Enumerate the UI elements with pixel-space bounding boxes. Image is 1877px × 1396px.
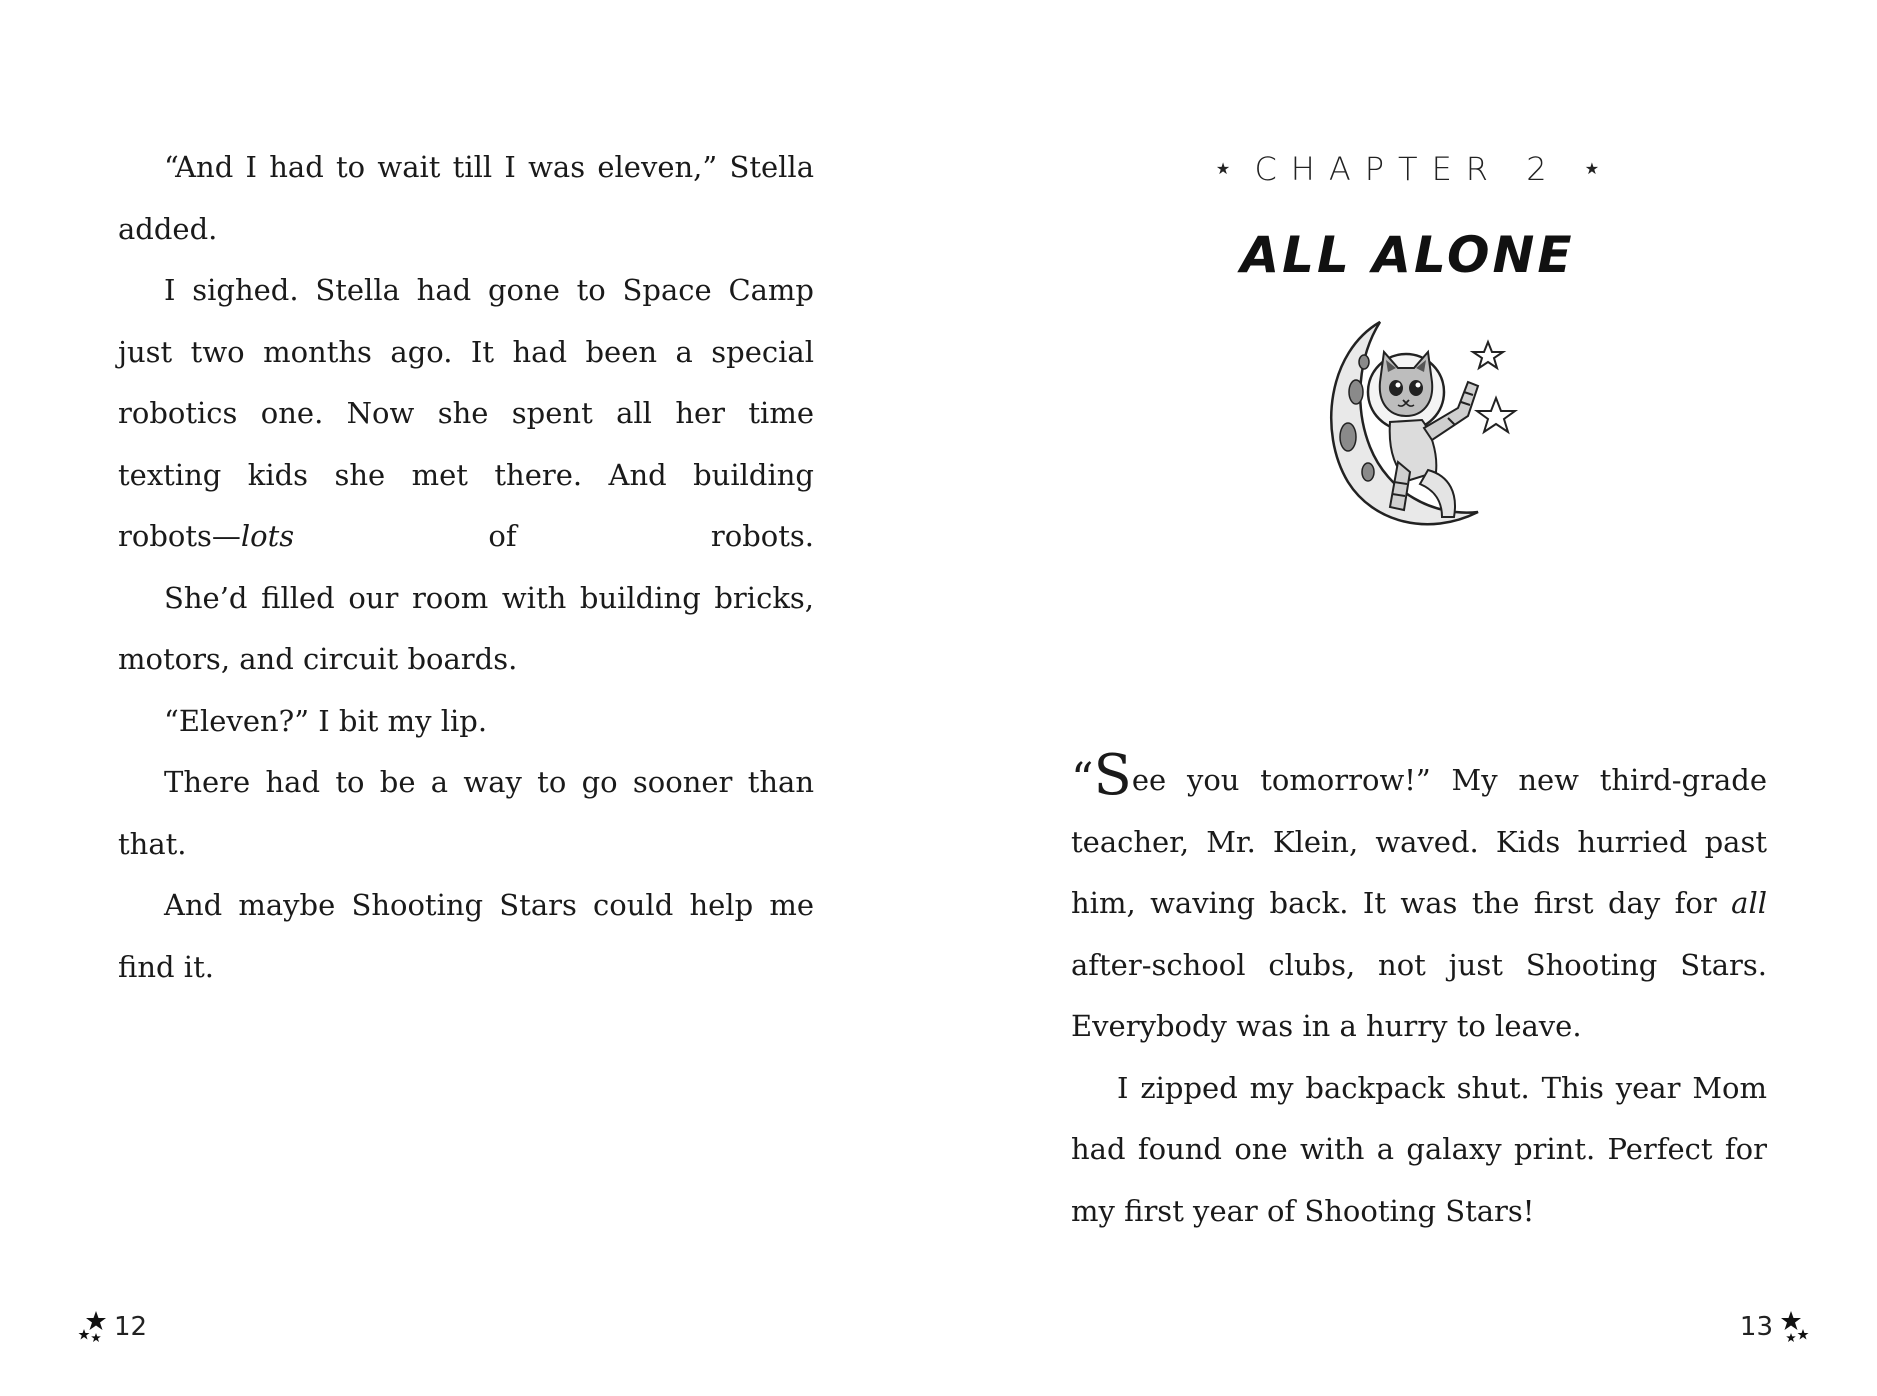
opening-paragraph: “See you tomorrow!” My new third-grade teacher, Mr. Klein, waved. Kids hurried past him, waving back. It was the first day for all after-school clubs, not just Shooting Stars. Everybody was in a hurry to leave.	[1071, 743, 1767, 1043]
right-page	[938, 0, 1877, 1396]
paragraph: I zipped my backpack shut. This year Mom had found one with a galaxy print. Perfect for my first year of Shooting Stars!	[1071, 1070, 1767, 1228]
paragraph: “And I had to wait till I was eleven,” Stella added.	[118, 150, 814, 246]
open-quote: “	[1071, 754, 1094, 805]
paragraph: And maybe Shooting Stars could help me find it.	[118, 888, 814, 984]
page-number: 13	[1739, 1312, 1773, 1342]
cat-astronaut-on-moon-illustration	[1318, 312, 1528, 542]
stars-icon	[1779, 1307, 1811, 1347]
folio-right	[1734, 1307, 1811, 1347]
robots-line: robots—lots of robots.	[118, 519, 814, 553]
paragraph: She’d filled our room with building bricks, motors, and circuit boards.	[118, 580, 814, 676]
left-page-text	[118, 137, 814, 998]
folio-left	[76, 1307, 153, 1347]
star-icon: ★	[1584, 159, 1600, 178]
star-icon: ★	[1215, 159, 1231, 178]
page-number: 12	[114, 1312, 148, 1342]
right-page-text	[1071, 743, 1767, 1242]
left-page	[0, 0, 938, 1396]
stars-icon	[76, 1307, 108, 1347]
paragraph: There had to be a way to go sooner than that.	[118, 765, 814, 861]
chapter-label: ★ CHAPTER 2 ★	[1215, 150, 1600, 188]
drop-letter: S	[1093, 743, 1132, 808]
paragraph: “Eleven?” I bit my lip.	[164, 703, 488, 738]
paragraph: I sighed. Stella had gone to Space Camp just two months ago. It had been a special robotics one. Now she spent all her time texting kids she met there. And building robots—lots of robots.	[118, 273, 814, 553]
chapter-title: ALL ALONE	[1240, 226, 1575, 284]
